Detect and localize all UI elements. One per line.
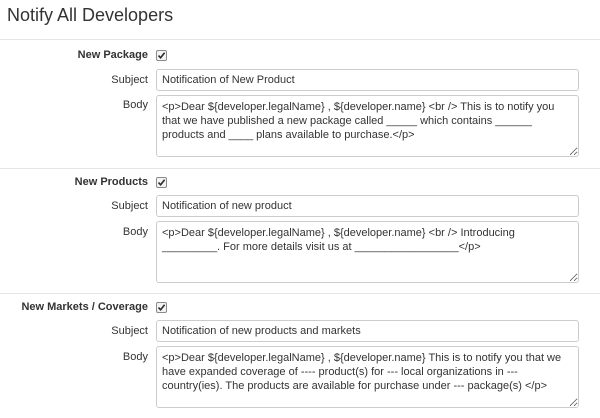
new-products-body-label: Body (122, 226, 148, 238)
new-package-subject-label: Subject (111, 74, 148, 86)
new-package-subject-input[interactable] (156, 69, 579, 91)
checkmark-icon (157, 51, 166, 60)
new-package-label: New Package (77, 49, 148, 61)
section-divider (0, 293, 600, 294)
new-markets-checkbox[interactable] (156, 302, 167, 313)
new-markets-subject-label: Subject (111, 325, 148, 337)
new-markets-body-textarea[interactable] (156, 346, 579, 408)
new-package-body-textarea[interactable] (156, 95, 579, 157)
section-divider (0, 39, 600, 40)
new-package-checkbox[interactable] (156, 50, 167, 61)
new-products-body-textarea[interactable] (156, 221, 579, 283)
new-markets-body-label: Body (122, 351, 148, 363)
section-divider (0, 168, 600, 169)
checkmark-icon (157, 178, 166, 187)
new-products-subject-label: Subject (111, 200, 148, 212)
new-package-body-label: Body (122, 99, 148, 111)
new-products-label: New Products (74, 176, 148, 188)
new-products-checkbox[interactable] (156, 177, 167, 188)
checkmark-icon (157, 303, 166, 312)
page-title: Notify All Developers (7, 5, 174, 25)
new-markets-label: New Markets / Coverage (21, 301, 148, 313)
new-products-subject-input[interactable] (156, 195, 579, 217)
new-markets-subject-input[interactable] (156, 320, 579, 342)
